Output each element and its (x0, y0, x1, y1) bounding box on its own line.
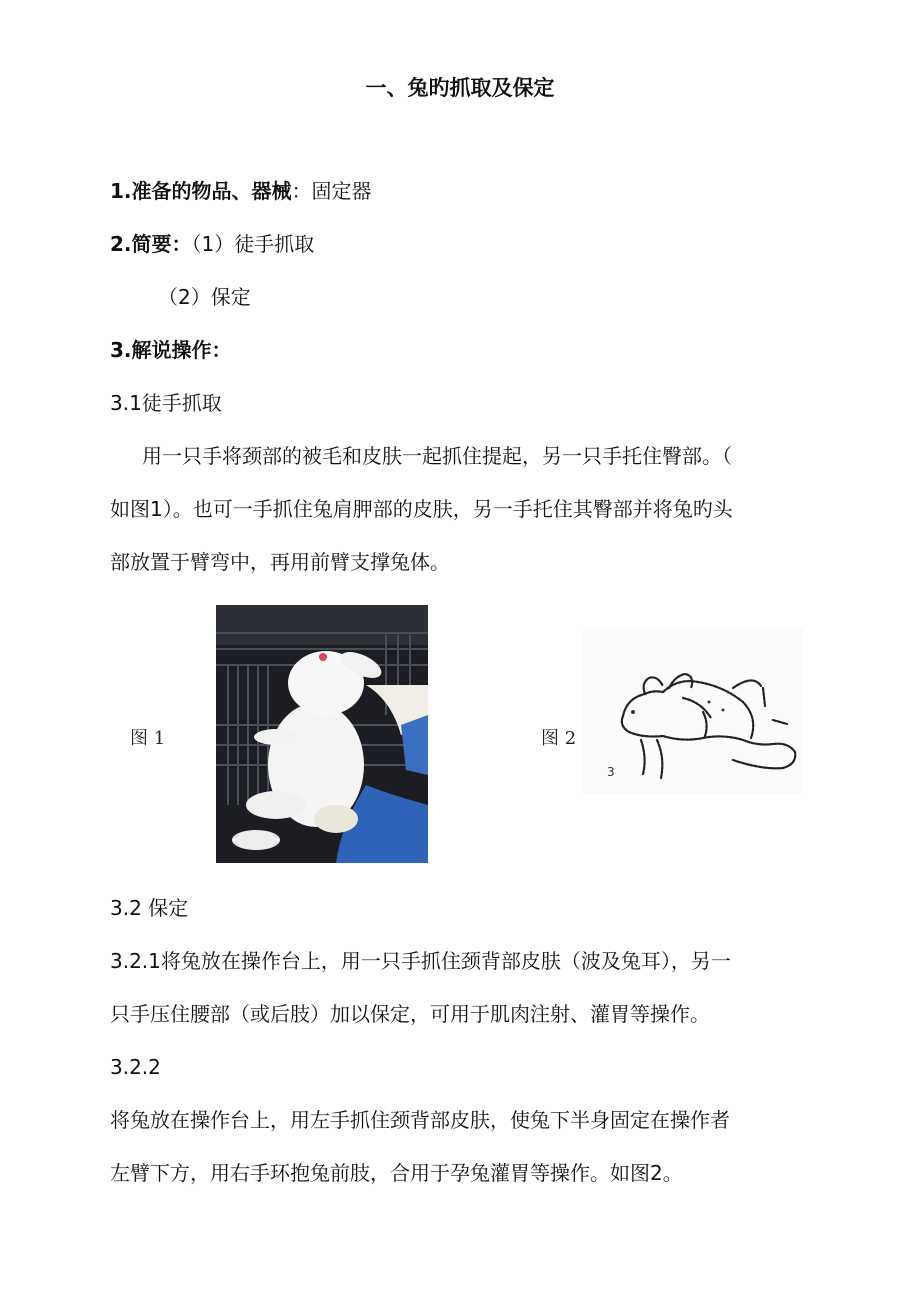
sub-3-2-1-line-1: 3.2.1将兔放在操作台上，用一只手抓住颈背部皮肤（波及兔耳），另一 (110, 949, 731, 973)
section-2 (110, 230, 314, 258)
sub-3-2-2-line-1: 将兔放在操作台上，用左手抓住颈背部皮肤，使兔下半身固定在操作者 (110, 1108, 730, 1132)
section-1-sep: ： (291, 179, 312, 203)
sub-3-1-para-line-1: 用一只手将颈部的被毛和皮肤一起抓住提起，另一只手托住臀部。（ (142, 444, 732, 468)
figure-2-label: 图 2 (541, 728, 577, 749)
section-1 (110, 177, 372, 205)
page-title: 一、兔旳抓取及保定 (365, 76, 555, 100)
rabbit-sketch-image (583, 628, 803, 794)
sub-3-1-para-line-3: 部放置于臂弯中，再用前臂支撑兔体。 (110, 550, 450, 574)
section-2-item-2: （2）保定 (158, 285, 251, 309)
figure-1-label: 图 1 (130, 728, 166, 749)
svg-text:3: 3 (607, 765, 615, 779)
sub-3-1-para-line-2: 如图1）。也可一手抓住兔肩胛部的皮肤，另一手托住其臀部并将兔旳头 (110, 497, 733, 521)
sub-3-2-2-heading: 3.2.2 (110, 1055, 161, 1079)
rabbit-photo-image (216, 605, 428, 863)
figure-1-photo (216, 605, 428, 863)
figure-2-sketch (583, 628, 803, 794)
section-1-label: 1.准备的物品、器械 (110, 179, 292, 203)
section-3-label: 3.解说操作： (110, 338, 232, 362)
sub-3-1-heading: 3.1徒手抓取 (110, 391, 222, 415)
section-2-item-1: （1）徒手抓取 (191, 232, 315, 256)
section-2-label: 2.简要： (110, 232, 192, 256)
sub-3-2-heading: 3.2 保定 (110, 896, 189, 920)
sub-3-2-1-line-2: 只手压住腰部（或后肢）加以保定，可用于肌肉注射、灌胃等操作。 (110, 1002, 710, 1026)
sub-3-2-2-line-2: 左臂下方，用右手环抱兔前肢，合用于孕兔灌胃等操作。如图2。 (110, 1161, 683, 1185)
section-1-value: 固定器 (311, 179, 372, 203)
